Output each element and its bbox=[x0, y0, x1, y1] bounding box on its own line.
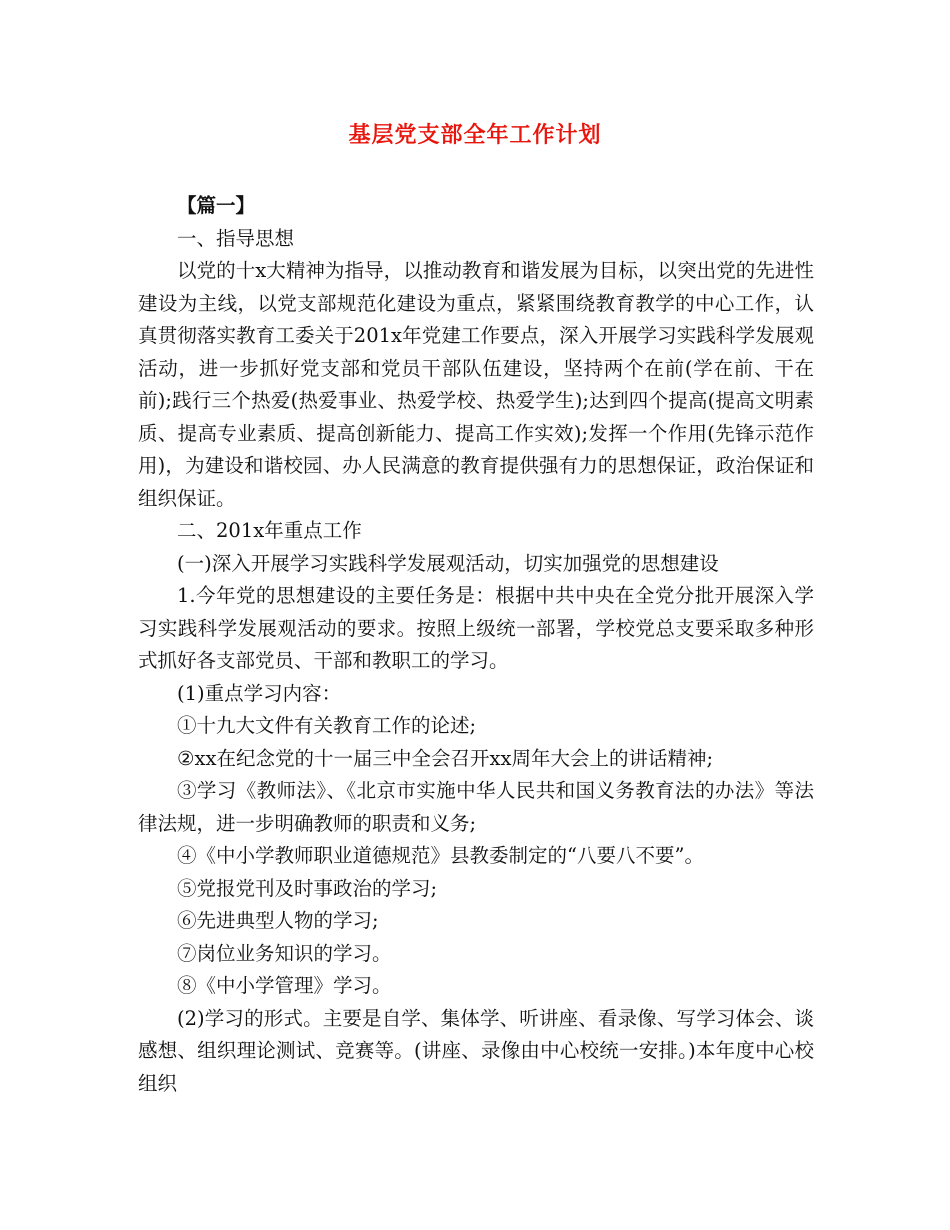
paragraph: ⑤党报党刊及时事政治的学习; bbox=[177, 876, 438, 900]
paragraph: ③学习《教师法》、《北京市实施中华人民共和国义务教育法的办法》等法律法规，进一步明确教师的职责和义务; bbox=[138, 779, 814, 835]
paragraph: ④《中小学教师职业道德规范》县教委制定的“八要八不要”。 bbox=[177, 844, 704, 867]
paragraph: ⑥先进典型人物的学习; bbox=[177, 909, 379, 932]
paragraph: (2)学习的形式。主要是自学、集体学、听讲座、看录像、写学习体会、谈感想、组织理论测试、竞赛等。(讲座、录像由中心校统一安排。)本年度中心校组织 bbox=[138, 1006, 814, 1095]
paragraph: ②xx在纪念党的十一届三中全会召开xx周年大会上的讲话精神; bbox=[177, 746, 714, 770]
paragraph: ⑦岗位业务知识的学习。 bbox=[177, 941, 392, 965]
paragraph: ⑧《中小学管理》学习。 bbox=[177, 974, 392, 997]
paragraph: 二、201x年重点工作 bbox=[177, 519, 362, 542]
document-title: 基层党支部全年工作计划 bbox=[348, 122, 602, 148]
paragraph: (1)重点学习内容： bbox=[177, 681, 342, 705]
paragraph: 1.今年党的思想建设的主要任务是：根据中共中央在全党分批开展深入学习实践科学发展观活动的要求。按照上级统一部署，学校党总支要采取多种形式抓好各支部党员、干部和教职工的学习。 bbox=[138, 584, 814, 672]
document-body bbox=[138, 190, 814, 1100]
paragraph: 一、指导思想 bbox=[177, 226, 295, 250]
paragraph: ①十九大文件有关教育工作的论述; bbox=[177, 714, 477, 737]
paragraph: (一)深入开展学习实践科学发展观活动，切实加强党的思想建设 bbox=[177, 551, 719, 575]
section-heading: 【篇一】 bbox=[177, 194, 256, 217]
paragraph: 以党的十x大精神为指导，以推动教育和谐发展为目标，以突出党的先进性建设为主线，以党支部规范化建设为重点，紧紧围绕教育教学的中心工作，认真贯彻落实教育工委关于201x年党建工作要点，深入开展学习实践科学发展观活动，进一步抓好党支部和党员干部队伍建设，坚持两个在前(学在前、干在前);践行三个热爱(热爱事业、热爱学校、热爱学生);达到四个提高(提高文明素质、提高专业素质、提高创新能力、提高工作实效);发挥一个作用(先锋示范作用)，为建设和谐校园、办人民满意的教育提供强有力的思想保证，政治保证和组织保证。 bbox=[138, 259, 814, 510]
